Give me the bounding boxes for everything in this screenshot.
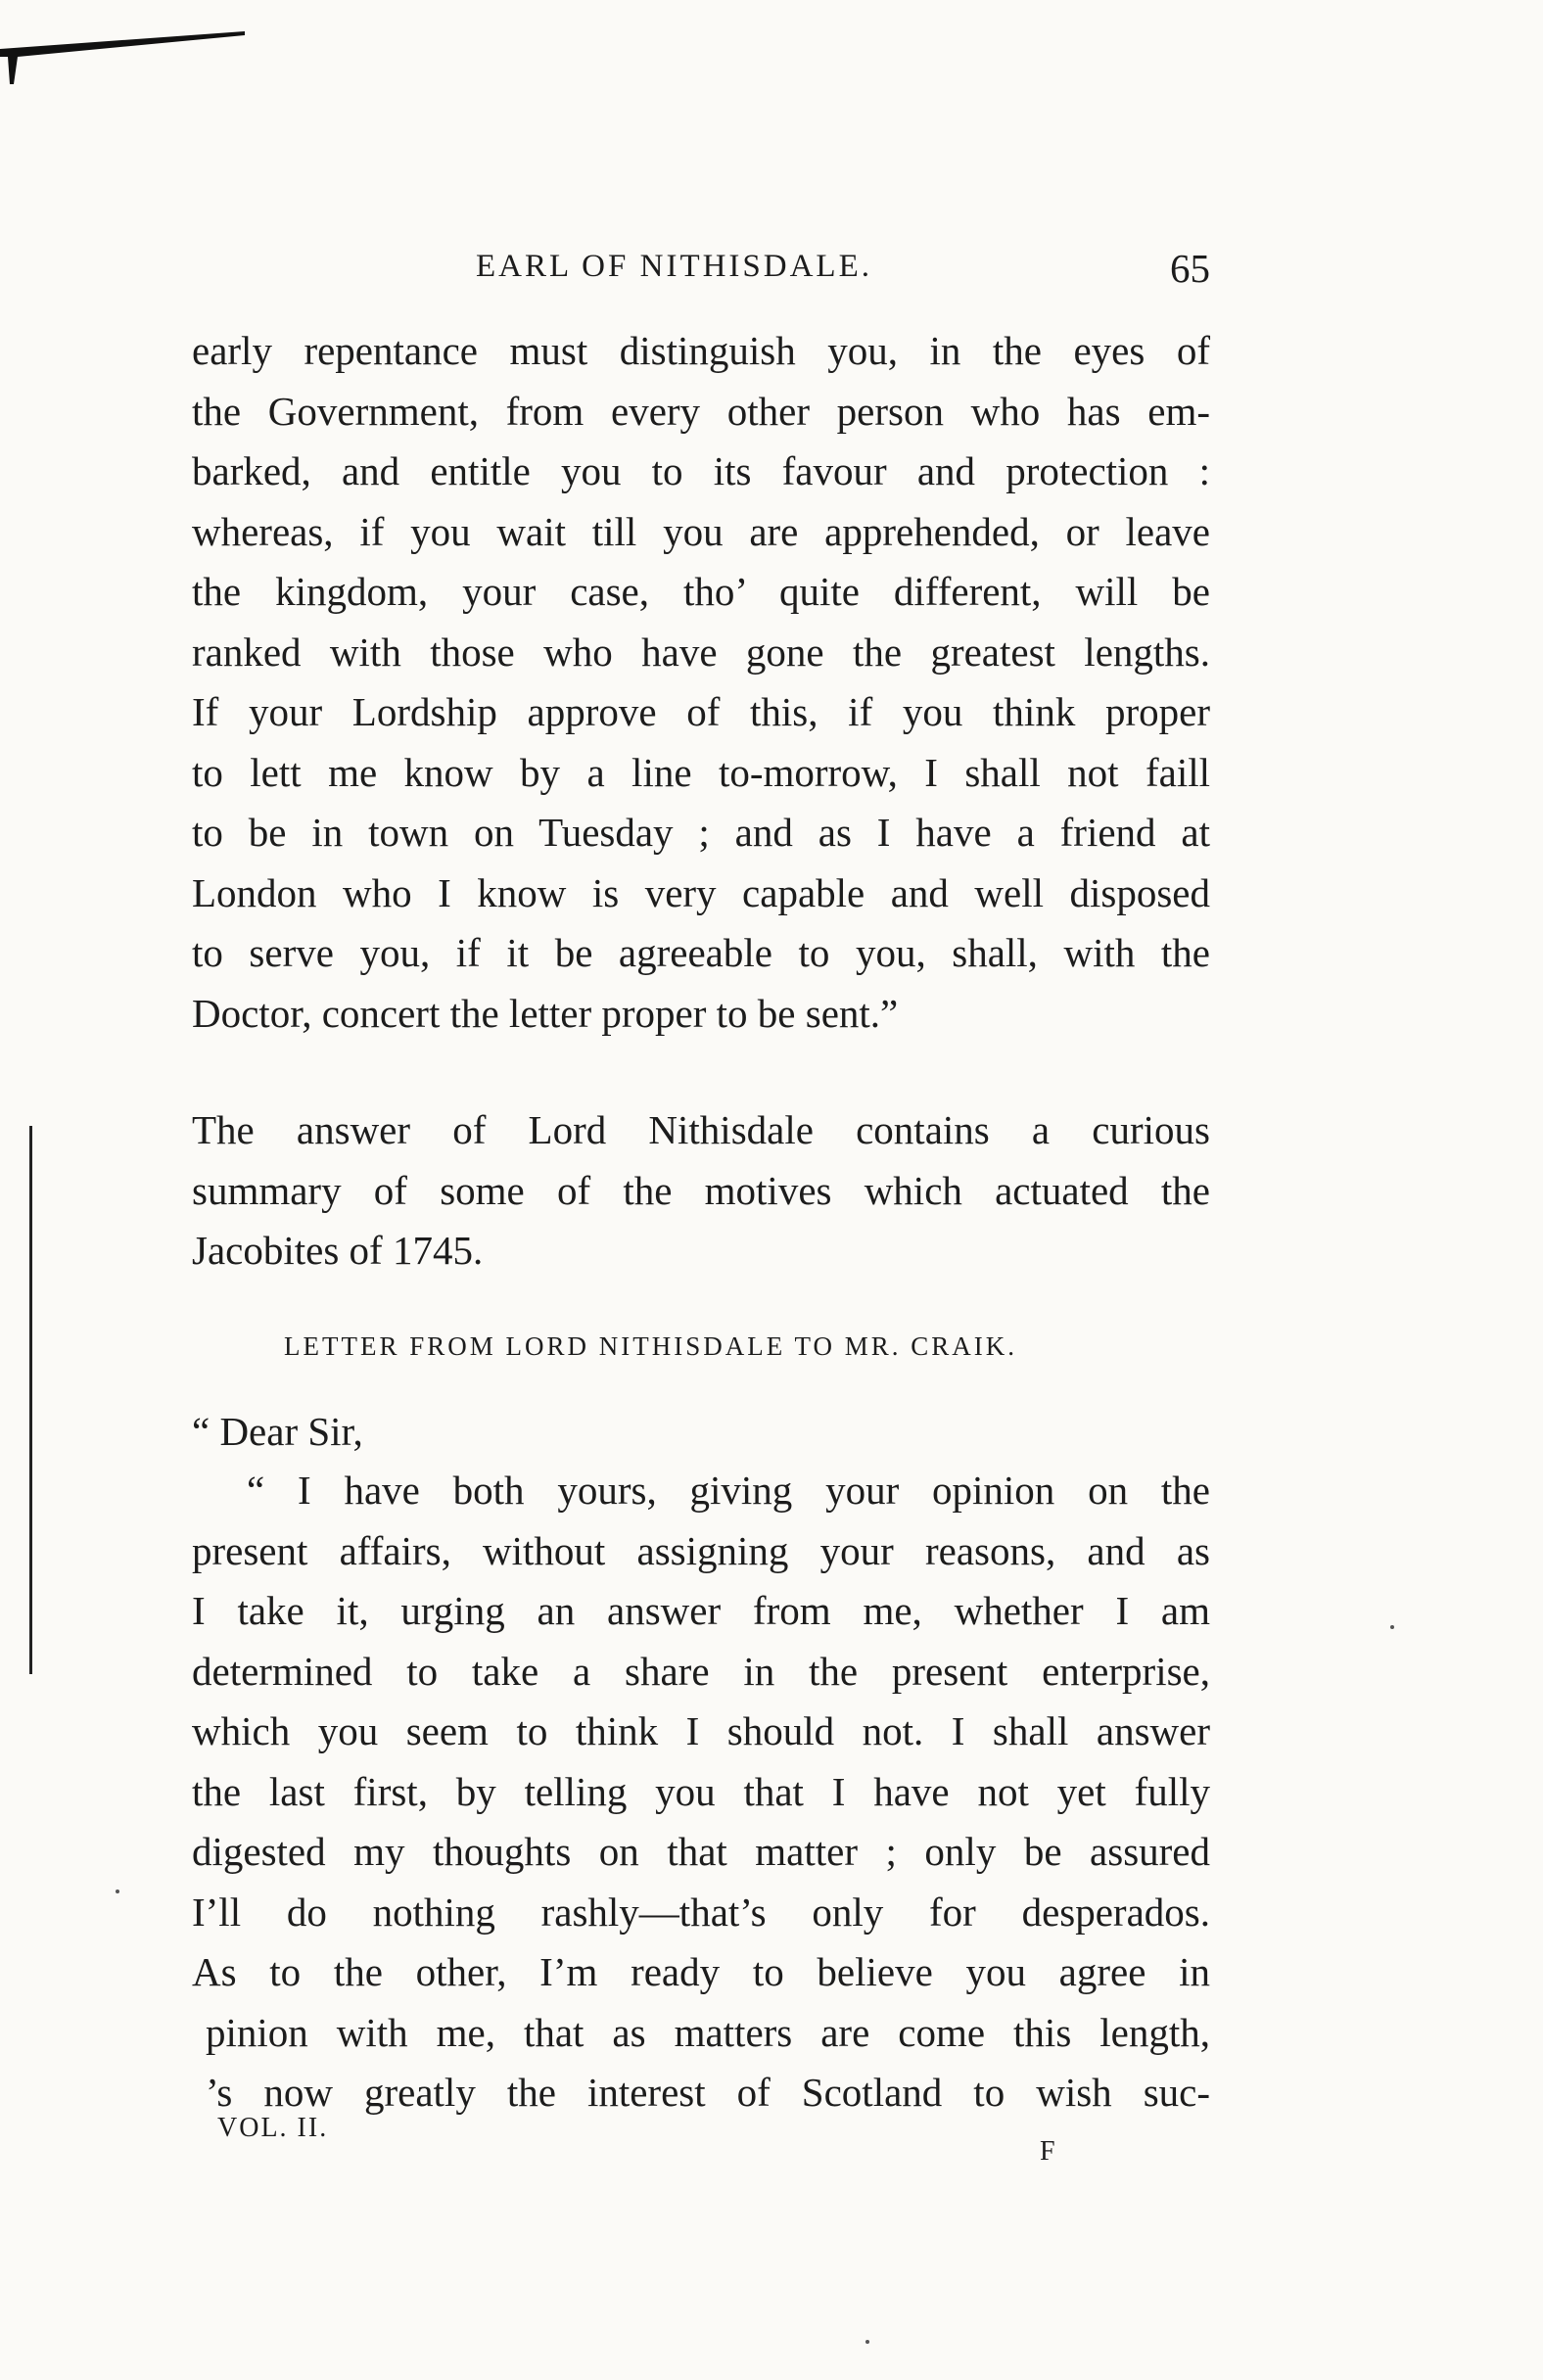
answer-paragraph: [192, 1100, 1210, 1282]
margin-rule: [29, 1126, 32, 1674]
page-number: 65: [1170, 246, 1210, 291]
text-line: If your Lordship approve of this, if you think proper: [192, 689, 1210, 734]
volume-label: VOL. II.: [217, 2113, 329, 2143]
letter-body: [192, 1461, 1210, 2123]
text-line: I’ll do nothing rashly—that’s only for desperados.: [192, 1889, 1210, 1935]
page-footer: [217, 2113, 1079, 2167]
text-line: Doctor, concert the letter proper to be sent.”: [192, 990, 899, 1036]
text-line: the kingdom, your case, tho’ quite different, will be: [192, 569, 1210, 614]
text-line: present affairs, without assigning your reasons, and as: [192, 1527, 1210, 1573]
text-line: The answer of Lord Nithisdale contains a curious: [192, 1107, 1210, 1152]
text-line: ’s now greatly the interest of Scotland to wish suc-: [206, 2070, 1210, 2115]
letter-salutation: [192, 1402, 1210, 1463]
running-title: EARL OF NITHISDALE.: [476, 249, 872, 284]
text-line: “ I have both yours, giving your opinion on the: [247, 1468, 1210, 1513]
signature-mark: F: [1040, 2136, 1057, 2167]
letter-heading: LETTER FROM LORD NITHISDALE TO MR. CRAIK.: [284, 1331, 1018, 1361]
salutation-line: “ Dear Sir,: [192, 1409, 363, 1454]
paper-speck: [116, 1890, 119, 1893]
text-line: the Government, from every other person who has em-: [192, 388, 1210, 434]
text-line: the last first, by telling you that I have not yet fully: [192, 1768, 1210, 1814]
text-line: whereas, if you wait till you are apprehended, or leave: [192, 508, 1210, 554]
text-line: to serve you, if it be agreeable to you, shall, with the: [192, 930, 1210, 975]
text-line: digested my thoughts on that matter ; only be assured: [192, 1829, 1210, 1874]
quoted-letter-conclusion: [192, 321, 1210, 1044]
text-line: determined to take a share in the present enterprise,: [192, 1648, 1210, 1694]
text-line: Jacobites of 1745.: [192, 1228, 484, 1273]
text-line: ranked with those who have gone the greatest lengths.: [192, 629, 1210, 675]
text-line: London who I know is very capable and well disposed: [192, 869, 1210, 915]
text-line: barked, and entitle you to its favour and protection :: [192, 448, 1210, 493]
page-header: [192, 245, 1210, 294]
text-line: summary of some of the motives which actuated the: [192, 1167, 1210, 1213]
page-edge-mark: [0, 27, 245, 86]
text-line: which you seem to think I should not. I shall answer: [192, 1708, 1210, 1753]
text-line: I take it, urging an answer from me, whether I am: [192, 1588, 1210, 1633]
text-line: to be in town on Tuesday ; and as I have a friend at: [192, 810, 1210, 855]
text-line: to lett me know by a line to-morrow, I shall not faill: [192, 749, 1210, 795]
paper-speck: [1390, 1625, 1394, 1629]
paper-speck: [865, 2340, 869, 2344]
text-line: early repentance must distinguish you, in the eyes of: [192, 328, 1210, 373]
text-line: pinion with me, that as matters are come this length,: [206, 2009, 1210, 2055]
text-line: As to the other, I’m ready to believe you agree in: [192, 1949, 1210, 1994]
